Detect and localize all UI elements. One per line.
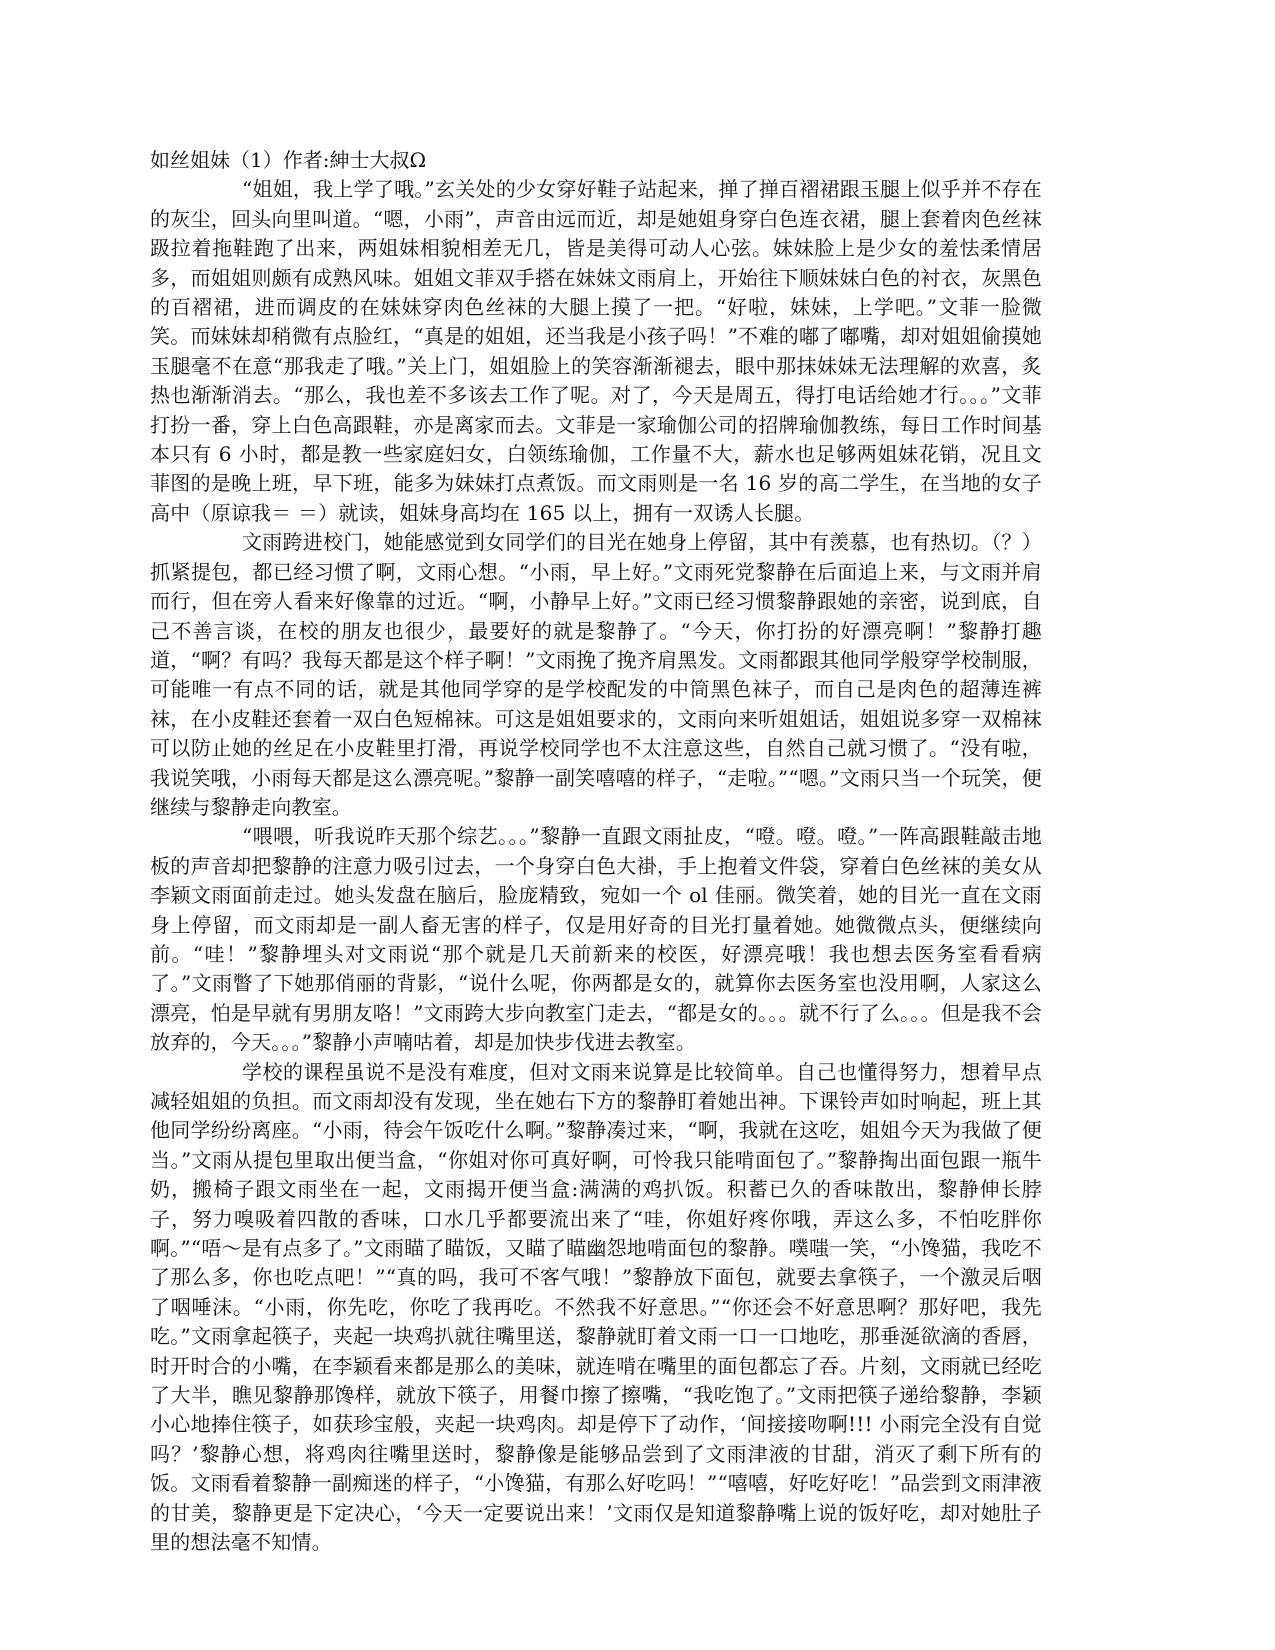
paragraph-3: “喂喂，听我说昨天那个综艺。。。”黎静一直跟文雨扯皮，“噔。噔。噔。”一阵高跟鞋敲击地板的声音却把黎静的注意力吸引过去，一个身穿白色大褂，手上抱着文件袋，穿着白色丝袜的美女从李颖文雨面前走过。她头发盘在脑后，脸庞精致，宛如一个 ol 佳丽。微笑着，她的目光一直在文雨身上停留，而文雨却是一副人畜无害的样子，仅是用好奇的目光打量着她。她微微点头，便继续向前。“哇！”黎静埋头对文雨说“那个就是几天前新来的校医，好漂亮哦！我也想去医务室看看病了。”文雨瞥了下她那俏丽的背影，“说什么呢，你两都是女的，就算你去医务室也没用啊，人家这么漂亮，怕是早就有男朋友咯！”文雨跨大步向教室门走去，“都是女的。。。就不行了么。。。但是我不会放弃的，今天。。。”黎静小声喃咕着，却是加快步伐进去教室。	[150, 824, 1042, 1055]
paragraph-2: 文雨跨进校门，她能感觉到女同学们的目光在她身上停留，其中有羡慕，也有热切。（？）抓紧提包，都已经习惯了啊，文雨心想。“小雨，早上好。”文雨死党黎静在后面追上来，与文雨并肩而行，但在旁人看来好像靠的过近。“啊，小静早上好。”文雨已经习惯黎静跟她的亲密，说到底，自己不善言谈，在校的朋友也很少，最要好的就是黎静了。“今天，你打扮的好漂亮啊！”黎静打趣道，“啊？有吗？我每天都是这个样子啊！”文雨挽了挽齐肩黑发。文雨都跟其他同学般穿学校制服，可能唯一有点不同的话，就是其他同学穿的是学校配发的中筒黑色袜子，而自己是肉色的超薄连裤袜，在小皮鞋还套着一双白色短棉袜。可这是姐姐要求的，文雨向来听姐姐话，姐姐说多穿一双棉袜可以防止她的丝足在小皮鞋里打滑，再说学校同学也不太注意这些，自然自己就习惯了。“没有啦，我说笑哦，小雨每天都是这么漂亮呢。”黎静一副笑嘻嘻的样子，“走啦。”“嗯。”文雨只当一个玩笑，便继续与黎静走向教室。	[150, 530, 1042, 819]
paragraph-4: 学校的课程虽说不是没有难度，但对文雨来说算是比较简单。自己也懂得努力，想着早点减轻姐姐的负担。而文雨却没有发现，坐在她右下方的黎静盯着她出神。下课铃声如时响起，班上其他同学纷纷离座。“小雨，待会午饭吃什么啊。”黎静凑过来，“啊，我就在这吃，姐姐今天为我做了便当。”文雨从提包里取出便当盒，“你姐对你可真好啊，可怜我只能啃面包了。”黎静掏出面包跟一瓶牛奶，搬椅子跟文雨坐在一起，文雨揭开便当盒:满满的鸡扒饭。积蓄已久的香味散出，黎静伸长脖子，努力嗅吸着四散的香味，口水几乎都要流出来了“哇，你姐好疼你哦，弄这么多，不怕吃胖你啊。”“唔～是有点多了。”文雨瞄了瞄饭，又瞄了瞄幽怨地啃面包的黎静。噗嗤一笑，“小馋猫，我吃不了那么多，你也吃点吧！”“真的吗，我可不客气哦！”黎静放下面包，就要去拿筷子，一个激灵后咽了咽唾沫。“小雨，你先吃，你吃了我再吃。不然我不好意思。”“你还会不好意思啊？那好吧，我先吃。”文雨拿起筷子，夹起一块鸡扒就往嘴里送，黎静就盯着文雨一口一口地吃，那垂涎欲滴的香唇，时开时合的小嘴，在李颖看来都是那么的美味，就连啃在嘴里的面包都忘了吞。片刻，文雨就已经吃了大半，瞧见黎静那馋样，就放下筷子，用餐巾擦了擦嘴，“我吃饱了。”文雨把筷子递给黎静，李颖小心地捧住筷子，如获珍宝般，夹起一块鸡肉。却是停下了动作，‘间接接吻啊!!! 小雨完全没有自觉吗？’黎静心想，将鸡肉往嘴里送时，黎静像是能够品尝到了文雨津液的甘甜，消灭了剩下所有的饭。文雨看着黎静一副痴迷的样子，“小馋猫，有那么好吃吗！”“嘻嘻，好吃好吃！”品尝到文雨津液的甘美，黎静更是下定决心，‘今天一定要说出来！’文雨仅是知道黎静嘴上说的饭好吃，却对她肚子里的想法毫不知情。	[150, 1059, 1042, 1555]
document-page	[150, 146, 1042, 1558]
paragraph-1: “姐姐，我上学了哦。”玄关处的少女穿好鞋子站起来，掸了掸百褶裙跟玉腿上似乎并不存在的灰尘，回头向里叫道。“嗯，小雨”，声音由远而近，却是她姐身穿白色连衣裙，腿上套着肉色丝袜趿拉着拖鞋跑了出来，两姐妹相貌相差无几，皆是美得可动人心弦。妹妹脸上是少女的羞怯柔情居多，而姐姐则颇有成熟风味。姐姐文菲双手搭在妹妹文雨肩上，开始往下顺妹妹白色的衬衣，灰黑色的百褶裙，进而调皮的在妹妹穿肉色丝袜的大腿上摸了一把。“好啦，妹妹，上学吧。”文菲一脸微笑。而妹妹却稍微有点脸红，“真是的姐姐，还当我是小孩子吗！”不难的嘟了嘟嘴，却对姐姐偷摸她玉腿毫不在意“那我走了哦。”关上门，姐姐脸上的笑容渐渐褪去，眼中那抹妹妹无法理解的欢喜，炙热也渐渐消去。“那么，我也差不多该去工作了呢。对了，今天是周五，得打电话给她才行。。。”文菲打扮一番，穿上白色高跟鞋，亦是离家而去。文菲是一家瑜伽公司的招牌瑜伽教练，每日工作时间基本只有 6 小时，都是教一些家庭妇女，白领练瑜伽，工作量不大，薪水也足够两姐妹花销，况且文菲图的是晚上班，早下班，能多为妹妹打点煮饭。而文雨则是一名 16 岁的高二学生，在当地的女子高中（原谅我＝ ＝）就读，姐妹身高均在 165 以上，拥有一双诱人长腿。	[150, 177, 1042, 525]
document-title: 如丝姐妹（1）作者:紳士大叔Ω	[150, 148, 427, 172]
